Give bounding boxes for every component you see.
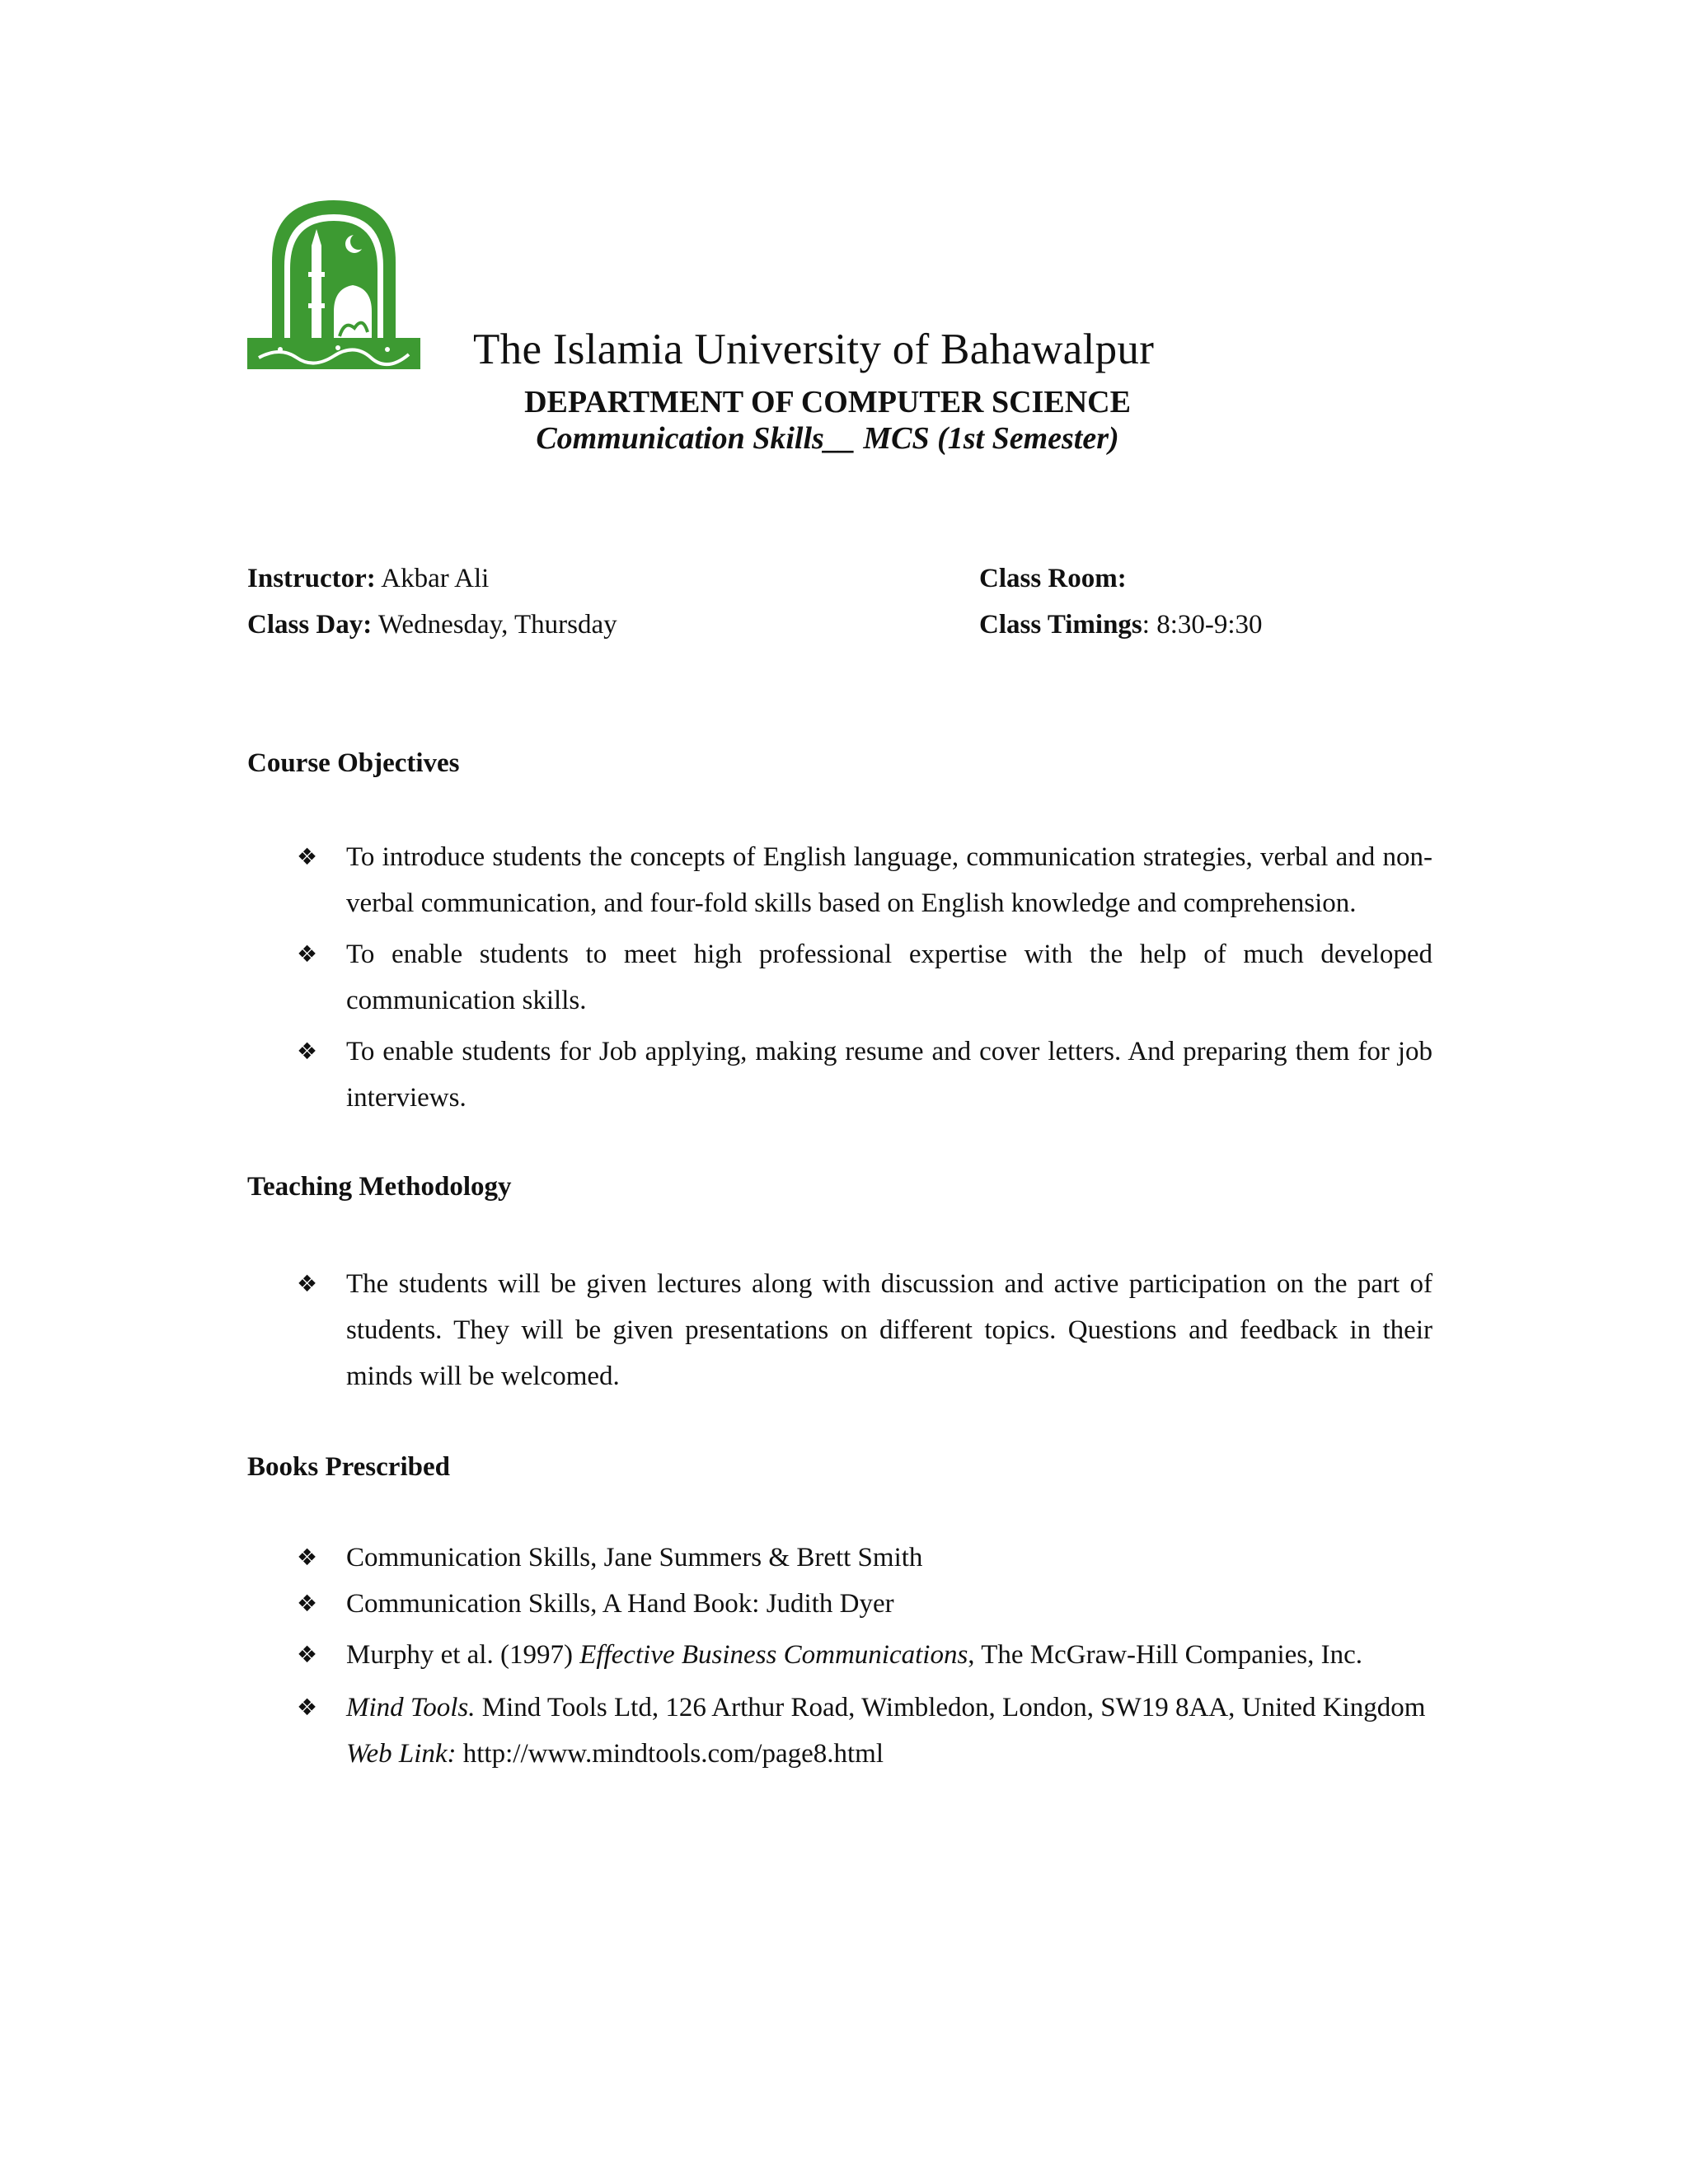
classday-label: Class Day: — [247, 610, 373, 640]
book-title: Mind Tools. — [346, 1693, 476, 1722]
bullet-icon: ❖ — [297, 1694, 318, 1721]
book-title: Effective Business Communications — [579, 1640, 968, 1670]
objectives-heading: Course Objectives — [247, 748, 460, 778]
bullet-icon: ❖ — [297, 1270, 318, 1297]
bullet-icon: ❖ — [297, 1038, 318, 1065]
list-item — [297, 1685, 1432, 1777]
university-logo — [247, 196, 420, 369]
instructor-label: Instructor: — [247, 564, 376, 593]
objective-text: To introduce students the concepts of English language, communication strategies, verbal and non-verbal communication, and four-fold skills based on English knowledge and comprehension. — [346, 842, 1432, 918]
classroom-line — [979, 564, 1127, 594]
objective-text: To enable students for Job applying, making resume and cover letters. And preparing them for job interviews. — [346, 1037, 1432, 1113]
classday-line — [247, 610, 617, 640]
bullet-icon: ❖ — [297, 843, 318, 870]
methodology-list — [297, 1261, 1432, 1399]
timings-line — [979, 610, 1263, 640]
bullet-icon: ❖ — [297, 1641, 318, 1668]
department-title: DEPARTMENT OF COMPUTER SCIENCE — [524, 385, 1131, 419]
instructor-line — [247, 564, 489, 594]
classday-value: Wednesday, Thursday — [372, 610, 617, 640]
timings-label: Class Timings — [979, 610, 1142, 640]
web-link-url[interactable]: http://www.mindtools.com/page8.html — [456, 1739, 884, 1769]
bullet-icon: ❖ — [297, 1590, 318, 1617]
list-item — [297, 1535, 1432, 1581]
bullet-icon: ❖ — [297, 940, 318, 968]
books-heading: Books Prescribed — [247, 1452, 450, 1482]
book-text: Communication Skills, A Hand Book: Judith Dyer — [346, 1589, 894, 1619]
book-text: Communication Skills, Jane Summers & Brett Smith — [346, 1543, 923, 1572]
instructor-value: Akbar Ali — [375, 564, 490, 593]
list-item — [297, 1581, 1432, 1627]
list-item — [297, 1029, 1432, 1121]
list-item — [297, 834, 1432, 926]
bullet-icon: ❖ — [297, 1544, 318, 1571]
book-text-pre: Murphy et al. (1997) — [346, 1640, 580, 1670]
university-title: The Islamia University of Bahawalpur — [473, 326, 1155, 373]
web-link-label: Web Link: — [346, 1739, 457, 1769]
list-item — [297, 1632, 1432, 1678]
methodology-heading: Teaching Methodology — [247, 1172, 512, 1202]
methodology-text: The students will be given lectures along with discussion and active participation on the part of students. They will be given presentations on different topics. Questions and feedback in their minds will be welcomed. — [346, 1269, 1432, 1391]
book-text-post: Mind Tools Ltd, 126 Arthur Road, Wimbledon, London, SW19 8AA, United Kingdom — [475, 1693, 1426, 1722]
list-item — [297, 931, 1432, 1024]
book-text-post: , The McGraw-Hill Companies, Inc. — [968, 1640, 1362, 1670]
course-title: Communication Skills__ MCS (1st Semester) — [536, 421, 1119, 456]
objectives-list — [297, 834, 1432, 1121]
objective-text: To enable students to meet high professional expertise with the help of much developed communication skills. — [346, 940, 1432, 1015]
classroom-label: Class Room: — [979, 564, 1127, 593]
books-list — [297, 1535, 1432, 1777]
timings-value: : 8:30-9:30 — [1142, 610, 1263, 640]
list-item — [297, 1261, 1432, 1399]
